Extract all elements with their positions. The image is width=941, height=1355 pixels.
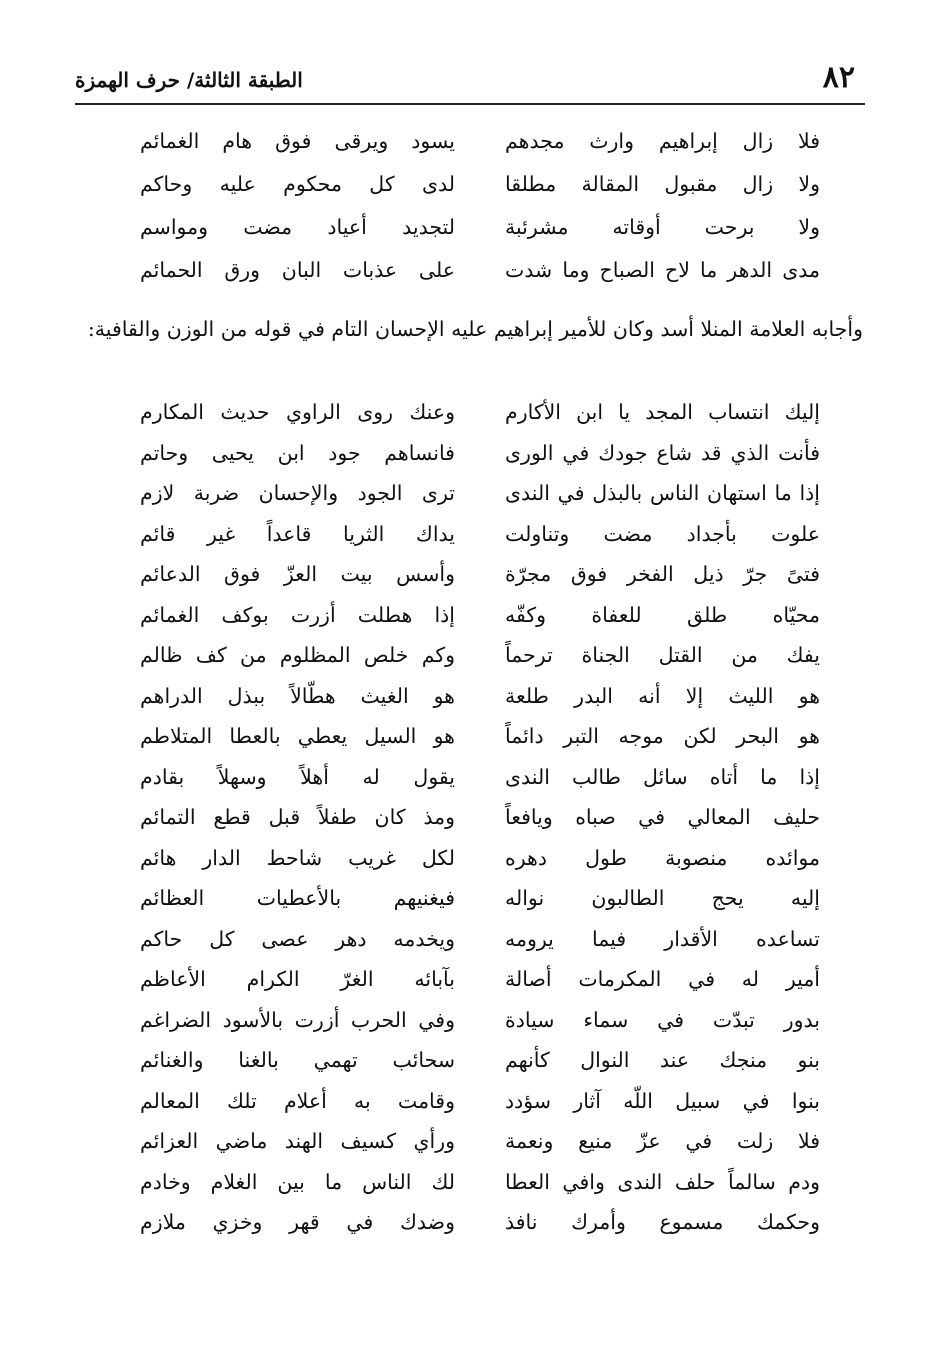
second-hemistich: ويخدمه دهر عصى كل حاكم bbox=[140, 926, 455, 951]
header-rule bbox=[75, 103, 865, 105]
second-hemistich: يقول له أهلاً وسهلاً بقادم bbox=[140, 764, 455, 789]
poem-2 bbox=[140, 392, 820, 1243]
verse bbox=[140, 249, 820, 292]
second-hemistich: إذا هطلت أزرت بوكف الغمائم bbox=[140, 602, 455, 627]
first-hemistich: تساعده الأقدار فيما يرومه bbox=[505, 926, 820, 951]
verse bbox=[140, 1121, 820, 1162]
second-hemistich: ورأي كسيف الهند ماضي العزائم bbox=[140, 1129, 455, 1153]
verse bbox=[140, 1162, 820, 1203]
first-hemistich: ولا برحت أوقاته مشرئبة bbox=[505, 215, 820, 239]
second-hemistich: لكل غريب شاحط الدار هائم bbox=[140, 845, 455, 870]
second-hemistich: هو السيل يعطي بالعطا المتلاطم bbox=[140, 724, 455, 748]
first-hemistich: بدور تبدّت في سماء سيادة bbox=[505, 1007, 820, 1032]
first-hemistich: فتىً جرّ ذيل الفخر فوق مجرّة bbox=[505, 562, 820, 586]
verse bbox=[140, 1081, 820, 1122]
first-hemistich: بنو منجك عند النوال كأنهم bbox=[505, 1048, 820, 1072]
verse bbox=[140, 797, 820, 838]
running-title: الطبقة الثالثة/ حرف الهمزة bbox=[75, 68, 303, 92]
verse bbox=[140, 595, 820, 636]
second-hemistich: لتجديد أعياد مضت ومواسم bbox=[140, 215, 455, 239]
first-hemistich: يفك من القتل الجناة ترحماً bbox=[505, 643, 820, 667]
second-hemistich: وقامت به أعلام تلك المعالم bbox=[140, 1088, 455, 1113]
first-hemistich: هو الليث إلا أنه البدر طلعة bbox=[505, 683, 820, 708]
page-header bbox=[75, 58, 865, 98]
second-hemistich: وكم خلص المظلوم من كف ظالم bbox=[140, 643, 455, 667]
first-hemistich: فأنت الذي قد شاع جودك في الورى bbox=[505, 440, 820, 465]
intro-paragraph: وأجابه العلامة المنلا أسد وكان للأمير إبراهيم عليه الإحسان التام في قوله من الوزن والقافية: bbox=[87, 317, 863, 341]
verse bbox=[140, 757, 820, 798]
verse bbox=[140, 838, 820, 879]
first-hemistich: هو البحر لكن موجه التبر دائماً bbox=[505, 724, 820, 748]
first-hemistich: موائده منصوبة طول دهره bbox=[505, 845, 820, 870]
verse bbox=[140, 1202, 820, 1243]
second-hemistich: سحائب تهمي بالغنا والغنائم bbox=[140, 1048, 455, 1072]
verse bbox=[140, 392, 820, 433]
first-hemistich: إذا ما أتاه سائل طالب الندى bbox=[505, 764, 820, 789]
first-hemistich: إذا ما استهان الناس بالبذل في الندى bbox=[505, 481, 820, 505]
first-hemistich: فلا زلت في عزّ منيع ونعمة bbox=[505, 1129, 820, 1153]
second-hemistich: لك الناس ما بين الغلام وخادم bbox=[140, 1169, 455, 1194]
second-hemistich: وأسس بيت العزّ فوق الدعائم bbox=[140, 562, 455, 586]
verse bbox=[140, 473, 820, 514]
first-hemistich: علوت بأجداد مضت وتناولت bbox=[505, 521, 820, 546]
first-hemistich: بنوا في سبيل اللّه آثار سؤدد bbox=[505, 1088, 820, 1113]
second-hemistich: لدى كل محكوم عليه وحاكم bbox=[140, 172, 455, 196]
second-hemistich: وعنك روى الراوي حديث المكارم bbox=[140, 400, 455, 424]
first-hemistich: مدى الدهر ما لاح الصباح وما شدت bbox=[505, 258, 820, 282]
verse bbox=[140, 635, 820, 676]
page-number: ٨٢ bbox=[822, 60, 855, 95]
verse bbox=[140, 514, 820, 555]
second-hemistich: ومذ كان طفلاً قبل قطع التمائم bbox=[140, 805, 455, 829]
second-hemistich: فانساهم جود ابن يحيى وحاتم bbox=[140, 440, 455, 465]
second-hemistich: هو الغيث هطّالاً ببذل الدراهم bbox=[140, 683, 455, 708]
poem-1 bbox=[140, 120, 820, 292]
second-hemistich: على عذبات البان ورق الحمائم bbox=[140, 258, 455, 282]
second-hemistich: يسود ويرقى فوق هام الغمائم bbox=[140, 129, 455, 153]
first-hemistich: وحكمك مسموع وأمرك نافذ bbox=[505, 1210, 820, 1234]
first-hemistich: ولا زال مقبول المقالة مطلقا bbox=[505, 172, 820, 196]
first-hemistich: إليه يحج الطالبون نواله bbox=[505, 886, 820, 910]
verse bbox=[140, 676, 820, 717]
second-hemistich: وضدك في قهر وخزي ملازم bbox=[140, 1210, 455, 1234]
first-hemistich: حليف المعالي في صباه ويافعاً bbox=[505, 805, 820, 829]
verse bbox=[140, 1040, 820, 1081]
first-hemistich: ودم سالماً حلف الندى وافي العطا bbox=[505, 1169, 820, 1194]
second-hemistich: فيغنيهم بالأعطيات العظائم bbox=[140, 886, 455, 910]
first-hemistich: إليك انتساب المجد يا ابن الأكارم bbox=[505, 400, 820, 424]
verse bbox=[140, 554, 820, 595]
verse bbox=[140, 959, 820, 1000]
verse bbox=[140, 1000, 820, 1041]
verse bbox=[140, 163, 820, 206]
verse bbox=[140, 433, 820, 474]
first-hemistich: أمير له في المكرمات أصالة bbox=[505, 967, 820, 991]
second-hemistich: يداك الثريا قاعداً غير قائم bbox=[140, 521, 455, 546]
verse bbox=[140, 878, 820, 919]
verse bbox=[140, 206, 820, 249]
first-hemistich: فلا زال إبراهيم وارث مجدهم bbox=[505, 129, 820, 153]
second-hemistich: وفي الحرب أزرت بالأسود الضراغم bbox=[140, 1007, 455, 1032]
verse bbox=[140, 716, 820, 757]
verse bbox=[140, 120, 820, 163]
second-hemistich: ترى الجود والإحسان ضربة لازم bbox=[140, 481, 455, 505]
verse bbox=[140, 919, 820, 960]
first-hemistich: محيّاه طلق للعفاة وكفّه bbox=[505, 602, 820, 627]
second-hemistich: بآبائه الغرّ الكرام الأعاظم bbox=[140, 967, 455, 991]
